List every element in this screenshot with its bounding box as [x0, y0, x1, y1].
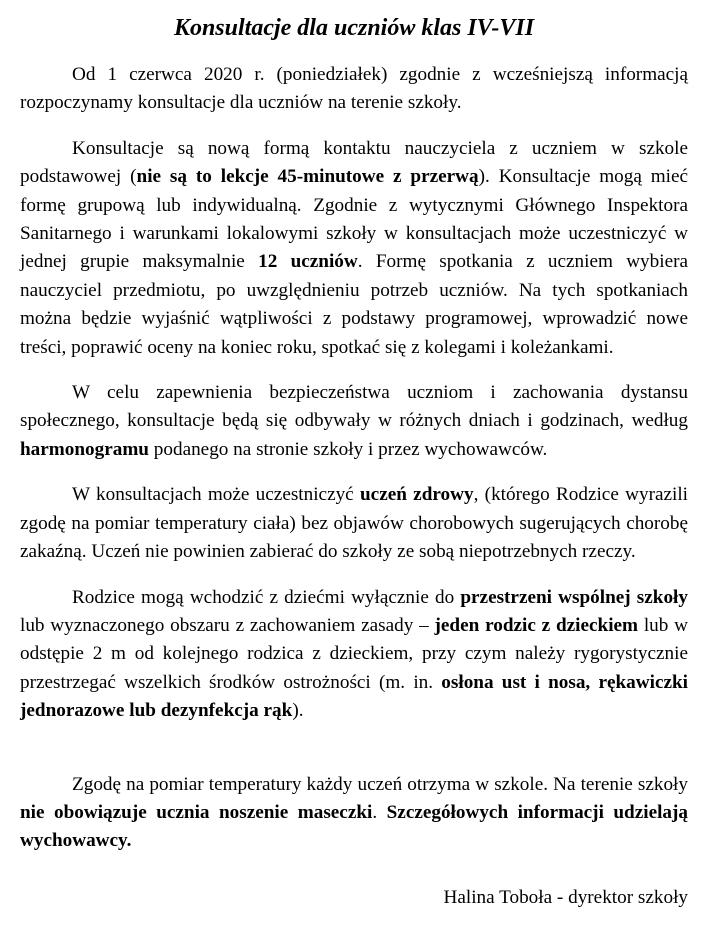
signature: Halina Toboła - dyrektor szkoły: [443, 887, 688, 908]
paragraph-text: Zgodę na pomiar temperatury każdy uczeń otrzyma w szkole. Na terenie szkoły: [72, 773, 688, 795]
paragraph-text: , (którego Rodzice wyrazili zgodę na pomiar temperatury ciała) bez objawów chorobowych sugerujących chorobę zakaźną. Uczeń nie powinien zabierać do szkoły ze sobą niepotrzebnych rzeczy.: [20, 484, 689, 563]
paragraph-schedule: [20, 379, 688, 464]
paragraph-text: podanego na stronie szkoły i przez wychowawców.: [148, 438, 548, 460]
paragraph-text: ).: [292, 700, 304, 722]
paragraph-parents-rules: [20, 584, 688, 726]
document-page: [20, 0, 689, 908]
bold-phrase: przestrzeni wspólnej szkoły: [460, 586, 688, 608]
paragraph-text: lub w odstępie 2 m od kolejnego rodzica z dzieckiem, przy czym należy rygorystycznie przestrzegać wszelkich środków ostrożności (m. in.: [20, 614, 689, 693]
paragraph-text: . Formę spotkania z uczniem wybiera nauczyciel przedmiotu, po uwzględnieniu potrzeb uczniów. Na tych spotkaniach można będzie wyjaśnić wątpliwości z podstawy programowej, wprowadzić nowe treści, poprawić oceny na koniec roku, spotkać się z kolegami i koleżankami.: [20, 251, 688, 358]
bold-phrase: Szczegółowych informacji udzielają wychowawcy.: [20, 801, 688, 852]
paragraph-start-date: [20, 61, 688, 118]
paragraph-text: Od 1 czerwca 2020 r. (poniedziałek) zgodnie z wcześniejszą informacją rozpoczynamy konsultacje dla uczniów na terenie szkoły.: [20, 64, 688, 114]
bold-phrase: nie obowiązuje ucznia noszenie maseczki: [20, 801, 373, 823]
bold-phrase: harmonogramu: [20, 438, 149, 460]
paragraph-text: ). Konsultacje mogą mieć formę grupową lub indywidualną. Zgodnie z wytycznymi Głównego Inspektora Sanitarnego i warunkami lokalowymi szkoły w konsultacjach może uczestniczyć w jednej grupie maksymalnie: [20, 166, 689, 273]
paragraph-text: lub wyznaczonego obszaru z zachowaniem zasady –: [20, 614, 435, 636]
paragraph-text: W konsultacjach może uczestniczyć: [72, 484, 360, 506]
bold-phrase: 12 uczniów: [258, 251, 358, 273]
bold-phrase: nie są to lekcje 45-minutowe z przerwą: [136, 166, 479, 188]
bold-phrase: jeden rodzic z dzieckiem: [434, 614, 639, 636]
paragraph-text: W celu zapewnienia bezpieczeństwa uczniom i zachowania dystansu społecznego, konsultacje będą się odbywały w różnych dniach i godzinach, według: [20, 382, 688, 432]
document-title: Konsultacje dla uczniów klas IV-VII: [173, 15, 535, 41]
paragraph-text: Konsultacje są nową formą kontaktu nauczyciela z uczniem w szkole podstawowej (: [20, 137, 688, 188]
paragraph-text: Rodzice mogą wchodzić z dziećmi wyłącznie do: [72, 586, 461, 608]
paragraph-healthy-student: [20, 481, 688, 566]
paragraph-text: .: [372, 801, 387, 823]
bold-phrase: osłona ust i nosa, rękawiczki jednorazowe lub dezynfekcja rąk: [20, 671, 688, 722]
paragraph-temperature-masks: [20, 771, 688, 856]
bold-phrase: uczeń zdrowy: [360, 484, 474, 506]
paragraph-consultation-format: [20, 135, 688, 362]
